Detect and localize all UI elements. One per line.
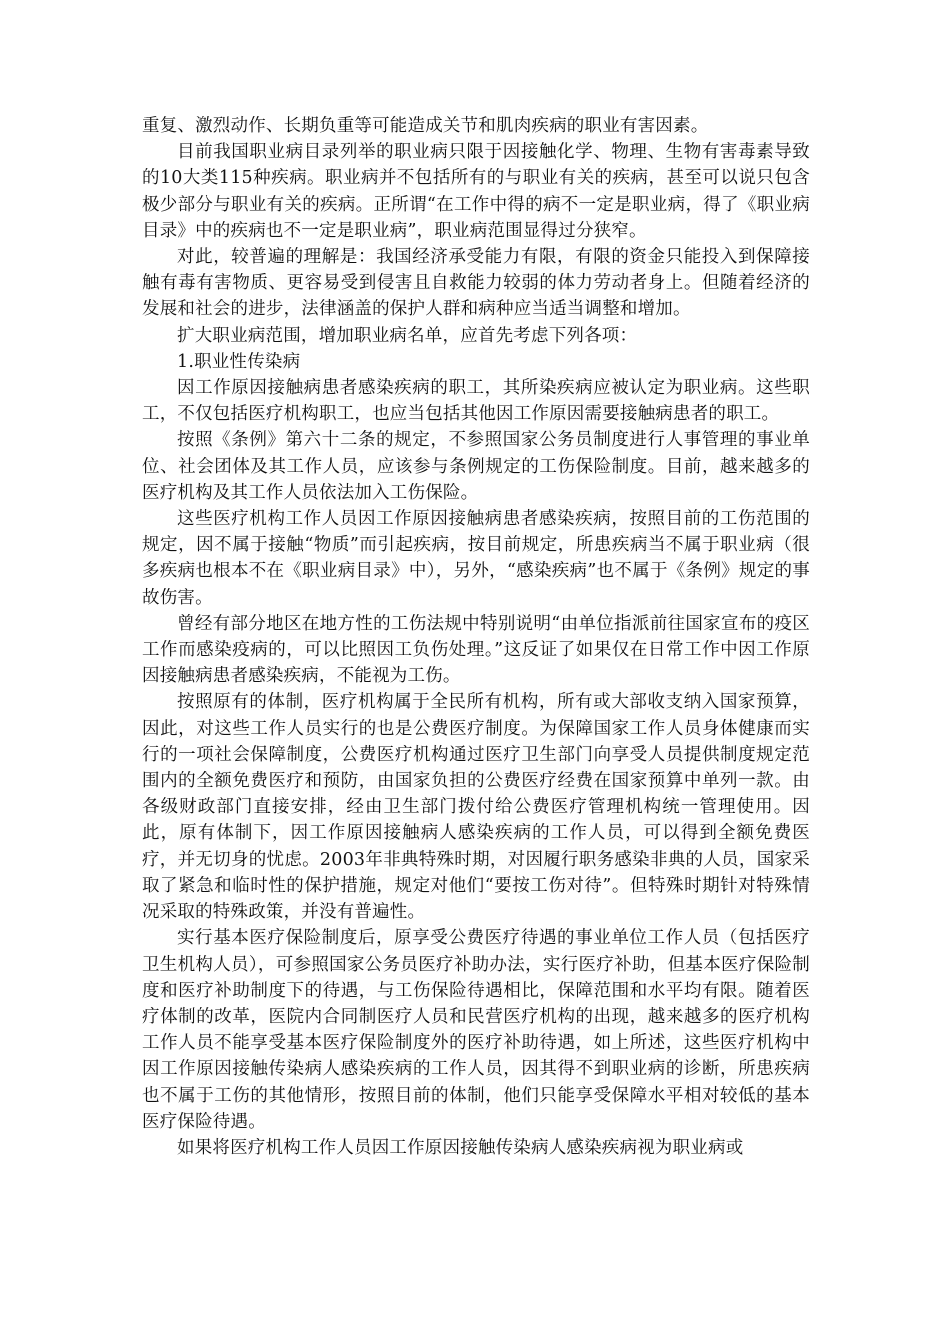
paragraph-9: 曾经有部分地区在地方性的工伤法规中特别说明“由单位指派前往国家宣布的疫区工作而感染疫病的，可以比照因工负伤处理。”这反证了如果仅在日常工作中因工作原因接触病患者感染疾病，不能视为工伤。 — [142, 613, 810, 687]
paragraph-3: 对此，较普遍的理解是：我国经济承受能力有限，有限的资金只能投入到保障接触有毒有害物质、更容易受到侵害且自救能力较弱的体力劳动者身上。但随着经济的发展和社会的进步，法律涵盖的保护人群和病种应当适当调整和增加。 — [142, 247, 810, 320]
paragraph-6: 因工作原因接触病患者感染疾病的职工，其所染疾病应被认定为职业病。这些职工，不仅包括医疗机构职工，也应当包括其他因工作原因需要接触病患者的职工。 — [142, 378, 810, 425]
paragraph-2: 目前我国职业病目录列举的职业病只限于因接触化学、物理、生物有害毒素导致的10大类115种疾病。职业病并不包括所有的与职业有关的疾病，甚至可以说只包含极少部分与职业有关的疾病。正所谓“在工作中得的病不一定是职业病，得了《职业病目录》中的疾病也不一定是职业病”，职业病范围显得过分狭窄。 — [142, 142, 810, 241]
paragraph-11: 实行基本医疗保险制度后，原享受公费医疗待遇的事业单位工作人员（包括医疗卫生机构人员），可参照国家公务员医疗补助办法，实行医疗补助，但基本医疗保险制度和医疗补助制度下的待遇，与工伤保险待遇相比，保障范围和水平均有限。随着医疗体制的改革，医院内合同制医疗人员和民营医疗机构的出现，越来越多的医疗机构工作人员不能享受基本医疗保险制度外的医疗补助待遇，如上所述，这些医疗机构中因工作原因接触传染病人感染疾病的工作人员，因其得不到职业病的诊断，所患疾病也不属于工伤的其他情形，按照目前的体制，他们只能享受保障水平相对较低的基本医疗保险待遇。 — [142, 928, 810, 1132]
paragraph-7: 按照《条例》第六十二条的规定，不参照国家公务员制度进行人事管理的事业单位、社会团体及其工作人员，应该参与条例规定的工伤保险制度。目前，越来越多的医疗机构及其工作人员依法加入工伤保险。 — [142, 430, 810, 503]
paragraph-8: 这些医疗机构工作人员因工作原因接触病患者感染疾病，按照目前的工伤范围的规定，因不属于接触“物质”而引起疾病，按目前规定，所患疾病当不属于职业病（很多疾病也根本不在《职业病目录》中），另外，“感染疾病”也不属于《条例》规定的事故伤害。 — [142, 509, 810, 608]
document-body — [142, 113, 810, 1161]
paragraph-1: 重复、激烈动作、长期负重等可能造成关节和肌肉疾病的职业有害因素。 — [142, 116, 709, 136]
section-heading: 1.职业性传染病 — [177, 351, 301, 372]
paragraph-4: 扩大职业病范围，增加职业病名单，应首先考虑下列各项： — [177, 325, 638, 346]
paragraph-10: 按照原有的体制，医疗机构属于全民所有机构，所有或大部收支纳入国家预算，因此，对这些工作人员实行的也是公费医疗制度。为保障国家工作人员身体健康而实行的一项社会保障制度，公费医疗机构通过医疗卫生部门向享受人员提供制度规定范围内的全额免费医疗和预防，由国家负担的公费医疗经费在国家预算中单列一款。由各级财政部门直接安排，经由卫生部门拨付给公费医疗管理机构统一管理使用。因此，原有体制下，因工作原因接触病人感染疾病的工作人员，可以得到全额免费医疗，并无切身的忧虑。2003年非典特殊时期，对因履行职务感染非典的人员，国家采取了紧急和临时性的保护措施，规定对他们“要按工伤对待”。但特殊时期针对特殊情况采取的特殊政策，并没有普遍性。 — [142, 692, 810, 923]
paragraph-12: 如果将医疗机构工作人员因工作原因接触传染病人感染疾病视为职业病或 — [177, 1137, 744, 1158]
